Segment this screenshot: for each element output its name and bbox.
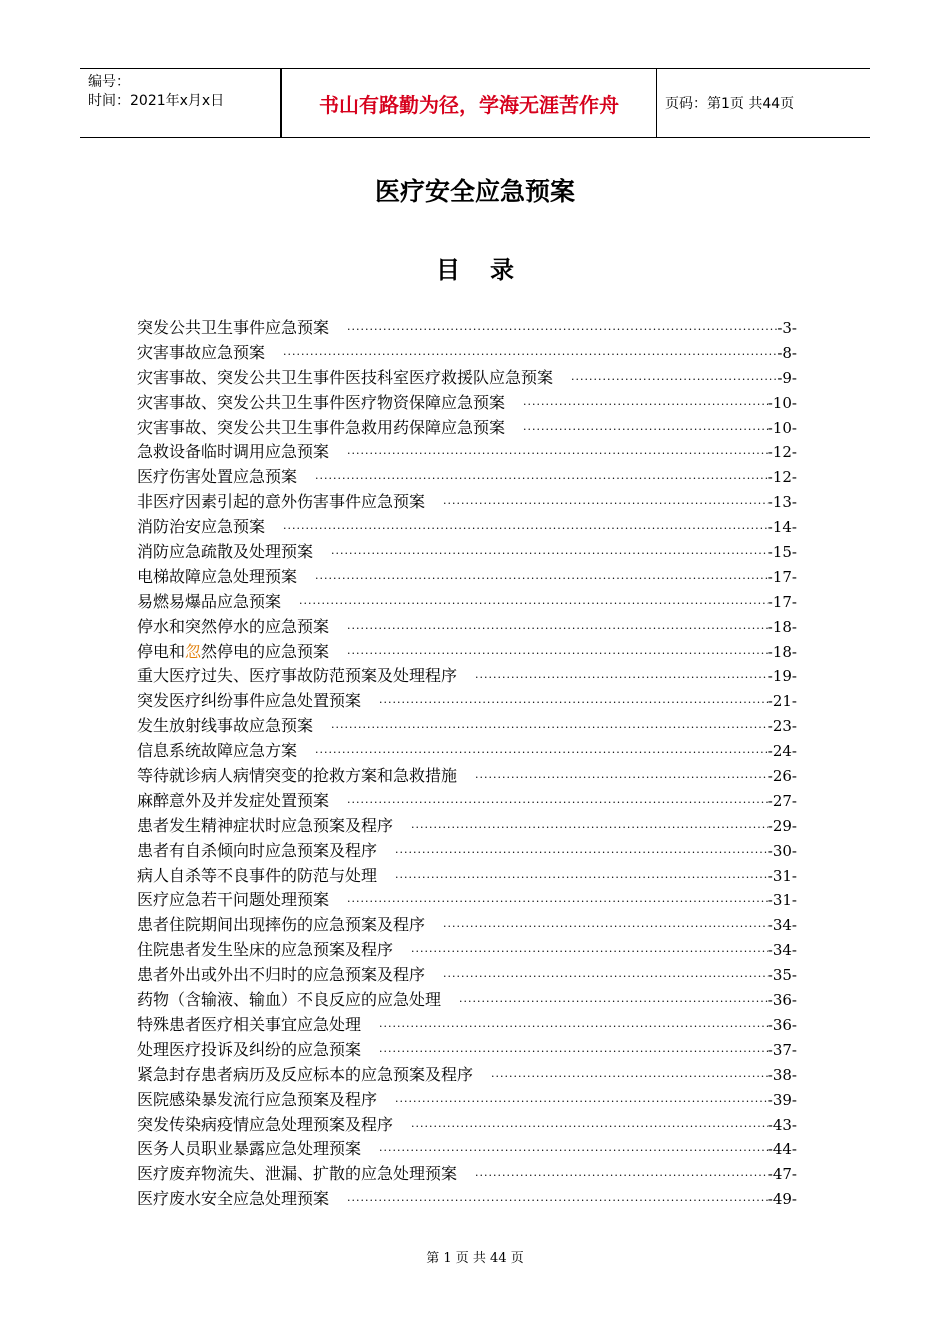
toc-entry[interactable] [137, 1187, 797, 1212]
toc-leader-dots [347, 318, 777, 343]
toc-entry-page: -17- [767, 567, 797, 586]
toc-leader-dots [475, 766, 768, 791]
toc-leader-dots [283, 517, 768, 542]
toc-entry-page: -31- [767, 891, 797, 910]
toc-entry-label: 停水和突然停水的应急预案 [137, 616, 330, 636]
toc-entry[interactable] [137, 540, 797, 565]
toc-entry[interactable] [137, 565, 797, 590]
toc-entry[interactable] [137, 440, 797, 465]
toc-leader-dots [571, 368, 777, 393]
toc-entry[interactable] [137, 366, 797, 391]
toc-leader-dots [379, 1015, 768, 1040]
toc-entry-page: -35- [767, 966, 797, 985]
toc-entry-label: 处理医疗投诉及纠纷的应急预案 [137, 1039, 362, 1059]
toc-leader-dots [395, 866, 768, 891]
time-label: 时间：2021年x月x日 [88, 93, 225, 109]
toc-entry-label: 医疗废弃物流失、泄漏、扩散的应急处理预案 [137, 1164, 458, 1184]
toc-entry-page: -39- [767, 1090, 797, 1109]
toc-entry-page: -34- [767, 941, 797, 960]
toc-entry[interactable] [137, 839, 797, 864]
toc-entry-page: -18- [767, 642, 797, 661]
toc-entry[interactable] [137, 416, 797, 441]
toc-entry-label: 突发公共卫生事件应急预案 [137, 318, 330, 337]
toc-entry-label: 重大医疗过失、医疗事故防范预案及处理程序 [137, 666, 458, 686]
toc-leader-dots [347, 442, 768, 467]
toc-entry[interactable] [137, 1088, 797, 1113]
toc-entry-label: 易燃易爆品应急预案 [137, 591, 282, 611]
toc-leader-dots [459, 990, 768, 1015]
toc-entry-page: -36- [767, 991, 797, 1010]
toc-leader-dots [347, 890, 768, 915]
toc-entry-label: 医院感染暴发流行应急预案及程序 [137, 1089, 378, 1109]
toc-entry-label: 医疗应急若干问题处理预案 [137, 890, 330, 910]
toc-entry-label: 突发传染病疫情应急处理预案及程序 [137, 1114, 394, 1134]
toc-leader-dots [523, 393, 768, 418]
toc-entry-label: 停电和忽然停电的应急预案 [137, 641, 330, 661]
toc-leader-dots [395, 841, 768, 866]
toc-entry-label: 电梯故障应急处理预案 [137, 566, 298, 586]
toc-entry-label: 患者住院期间出现摔伤的应急预案及程序 [137, 915, 426, 935]
header-meta [80, 69, 281, 137]
toc-entry-page: -3- [777, 319, 797, 337]
toc-entry-label: 急救设备临时调用应急预案 [137, 442, 330, 462]
toc-leader-dots [331, 716, 768, 741]
toc-entry-page: -13- [767, 493, 797, 512]
header-motto: 书山有路勤为径，学海无涯苦作舟 [281, 69, 657, 137]
toc-leader-dots [411, 1115, 768, 1140]
toc-entry-page: -10- [767, 418, 797, 437]
toc-entry[interactable] [137, 515, 797, 540]
toc-leader-dots [347, 791, 768, 816]
toc-entry-label: 患者发生精神症状时应急预案及程序 [137, 815, 394, 835]
toc-entry-label: 突发医疗纠纷事件应急处置预案 [137, 691, 362, 711]
toc-entry-page: -23- [767, 717, 797, 736]
toc-entry-label: 患者外出或外出不归时的应急预案及程序 [137, 965, 426, 985]
toc-entry[interactable] [137, 864, 797, 889]
toc-entry[interactable] [137, 963, 797, 988]
toc-entry-label: 医疗伤害处置应急预案 [137, 467, 298, 487]
toc-entry-label: 麻醉意外及并发症处置预案 [137, 790, 330, 810]
toc-entry-page: -29- [767, 816, 797, 835]
toc-entry[interactable] [137, 888, 797, 913]
page-footer: 第 1 页 共 44 页 [426, 1251, 524, 1266]
toc-entry-label: 非医疗因素引起的意外伤害事件应急预案 [137, 492, 426, 512]
toc-entry[interactable] [137, 814, 797, 839]
toc-entry-page: -9- [777, 368, 797, 387]
toc-leader-dots [395, 1090, 768, 1115]
toc-entry-label: 灾害事故、突发公共卫生事件急救用药保障应急预案 [137, 417, 506, 437]
toc-entry-page: -17- [767, 592, 797, 611]
toc-entry-label: 灾害事故、突发公共卫生事件医技科室医疗救援队应急预案 [137, 367, 554, 387]
toc-entry-label: 住院患者发生坠床的应急预案及程序 [137, 940, 394, 960]
toc-entry[interactable] [137, 664, 797, 689]
toc-entry[interactable] [137, 789, 797, 814]
toc-entry-page: -30- [767, 841, 797, 860]
toc-entry[interactable] [137, 1162, 797, 1187]
toc-leader-dots [331, 542, 768, 567]
toc-leader-dots [299, 592, 768, 617]
toc-entry-label: 紧急封存患者病历及反应标本的应急预案及程序 [137, 1064, 474, 1084]
toc-entry[interactable] [137, 640, 797, 665]
toc-entry[interactable] [137, 615, 797, 640]
header-page-info: 页码：第1页 共44页 [665, 96, 795, 112]
toc-entry[interactable] [137, 689, 797, 714]
toc-entry-label: 消防治安应急预案 [137, 517, 266, 537]
toc-entry-page: -24- [767, 742, 797, 761]
toc-entry[interactable] [137, 1063, 797, 1088]
toc-entry-page: -14- [767, 518, 797, 537]
document-title: 医疗安全应急预案 [374, 177, 575, 206]
toc-entry-page: -19- [767, 667, 797, 686]
table-of-contents [137, 316, 797, 1212]
toc-entry-page: -49- [767, 1190, 797, 1209]
toc-leader-dots [443, 915, 768, 940]
toc-entry-label: 等待就诊病人病情突变的抢救方案和急救措施 [137, 766, 458, 786]
toc-entry-page: -47- [767, 1165, 797, 1184]
toc-leader-dots [347, 617, 768, 642]
toc-entry-page: -38- [767, 1065, 797, 1084]
toc-leader-dots [347, 642, 768, 667]
toc-entry-page: -43- [767, 1115, 797, 1134]
toc-entry-page: -44- [767, 1140, 797, 1159]
toc-entry[interactable] [137, 590, 797, 615]
number-label: 编号： [88, 74, 130, 90]
toc-leader-dots [283, 343, 777, 368]
toc-entry[interactable] [137, 1038, 797, 1063]
toc-entry-page: -12- [767, 468, 797, 487]
toc-entry-page: -18- [767, 617, 797, 636]
toc-entry[interactable] [137, 341, 797, 366]
toc-entry-label: 灾害事故、突发公共卫生事件医疗物资保障应急预案 [137, 392, 506, 412]
toc-entry[interactable] [137, 1113, 797, 1138]
toc-entry-label: 灾害事故应急预案 [137, 342, 266, 362]
page-header [80, 68, 870, 138]
toc-leader-dots [315, 467, 768, 492]
toc-entry-page: -27- [767, 791, 797, 810]
toc-entry[interactable] [137, 465, 797, 490]
toc-entry[interactable] [137, 739, 797, 764]
toc-entry-page: -34- [767, 916, 797, 935]
toc-leader-dots [523, 418, 768, 443]
toc-entry[interactable] [137, 1013, 797, 1038]
toc-entry[interactable] [137, 913, 797, 938]
toc-entry-page: -36- [767, 1015, 797, 1034]
toc-entry-label: 药物（含输液、输血）不良反应的应急处理 [137, 990, 442, 1010]
toc-entry[interactable] [137, 988, 797, 1013]
toc-entry-page: -15- [767, 543, 797, 562]
toc-leader-dots [379, 691, 768, 716]
toc-leader-dots [379, 1040, 768, 1065]
toc-entry-label: 病人自杀等不良事件的防范与处理 [137, 865, 378, 885]
toc-heading: 目录 [436, 256, 544, 284]
toc-entry[interactable] [137, 490, 797, 515]
toc-entry-label: 消防应急疏散及处理预案 [137, 542, 314, 562]
toc-entry-page: -10- [767, 393, 797, 412]
toc-entry-page: -12- [767, 443, 797, 462]
toc-entry[interactable] [137, 938, 797, 963]
toc-entry-label: 医疗废水安全应急处理预案 [137, 1189, 330, 1209]
toc-entry[interactable] [137, 1137, 797, 1162]
toc-entry-page: -31- [767, 866, 797, 885]
toc-entry[interactable] [137, 714, 797, 739]
toc-leader-dots [443, 965, 768, 990]
toc-entry-label: 特殊患者医疗相关事宜应急处理 [137, 1014, 362, 1034]
toc-leader-dots [475, 1164, 768, 1189]
toc-entry-page: -21- [767, 692, 797, 711]
toc-entry-label: 医务人员职业暴露应急处理预案 [137, 1139, 362, 1159]
toc-entry-page: -8- [777, 343, 797, 362]
toc-leader-dots [411, 816, 768, 841]
toc-entry-page: -26- [767, 767, 797, 786]
toc-leader-dots [315, 741, 768, 766]
toc-leader-dots [379, 1139, 768, 1164]
toc-entry[interactable] [137, 316, 797, 341]
toc-leader-dots [491, 1065, 768, 1090]
toc-entry[interactable] [137, 391, 797, 416]
toc-entry-label: 患者有自杀倾向时应急预案及程序 [137, 840, 378, 860]
toc-entry[interactable] [137, 764, 797, 789]
toc-entry-label: 信息系统故障应急方案 [137, 741, 298, 761]
toc-leader-dots [411, 940, 768, 965]
toc-leader-dots [475, 666, 768, 691]
toc-leader-dots [315, 567, 768, 592]
toc-entry-page: -37- [767, 1040, 797, 1059]
toc-leader-dots [347, 1189, 768, 1214]
toc-leader-dots [443, 492, 768, 517]
toc-entry-label: 发生放射线事故应急预案 [137, 716, 314, 736]
